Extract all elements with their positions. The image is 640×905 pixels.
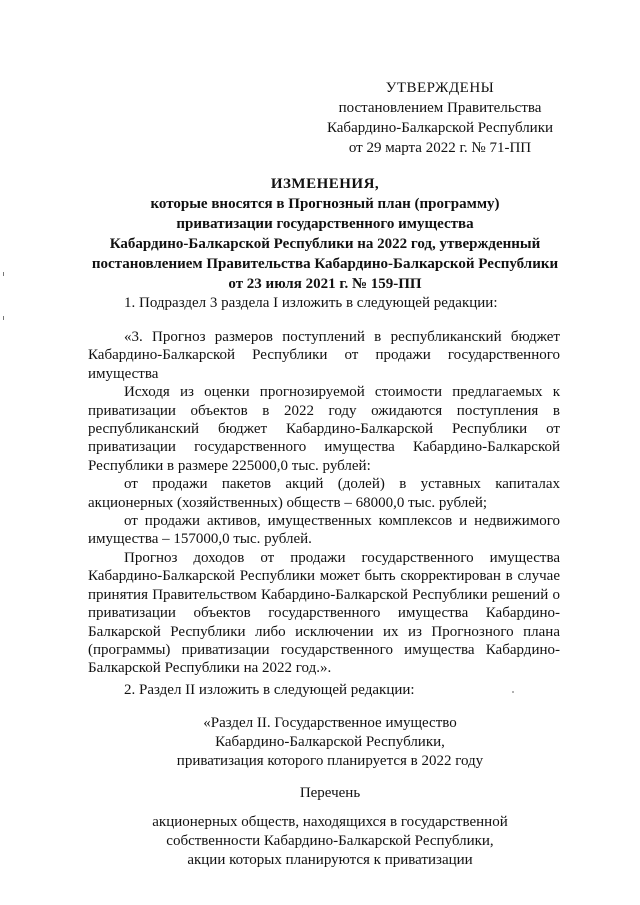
section-2-line: «Раздел II. Государственное имущество (203, 715, 457, 731)
approval-date: от 29 марта 2022 г. № 71-ПП (348, 140, 532, 156)
list-heading (130, 784, 530, 870)
title-line: Кабардино-Балкарской Республики на 2022 год, утвержденный (109, 236, 541, 252)
title-line: постановлением Правительства Кабардино-Балкарской Республики (91, 256, 559, 272)
approval-line: постановлением Правительства (338, 100, 542, 116)
section-2-line: Кабардино-Балкарской Республики, (215, 734, 445, 750)
section-2-line: приватизация которого планируется в 2022 году (176, 753, 484, 769)
quote-paragraph: Исходя из оценки прогнозируемой стоимости предлагаемых к приватизации объектов в 2022 году ожидаются поступления в республиканский бюджет Кабардино-Балкарской Республики от приватизации государственного имущества Кабардино-Балкарской Республики в размере 225000,0 тыс. рублей: (88, 384, 560, 474)
scan-margin-mark (3, 272, 4, 276)
list-subtitle-line: собственности Кабардино-Балкарской Республики, (166, 833, 494, 849)
title-line: которые вносятся в Прогнозный план (программу) (150, 196, 500, 212)
list-subtitle-line: акционерных обществ, находящихся в государственной (152, 814, 508, 830)
approval-line: Кабардино-Балкарской Республики (326, 120, 554, 136)
quote-paragraph: Прогноз доходов от продажи государственного имущества Кабардино-Балкарской Республики может быть скорректирован в случае принятия Правительством Кабардино-Балкарской Республики решений о приватизации объектов государственного имущества Кабардино-Балкарской Республики либо исключении их из Прогнозного плана (программы) приватизации государственного имущества Кабардино-Балкарской Республики на 2022 год.». (88, 549, 560, 677)
section-2-heading (150, 714, 510, 771)
quote-paragraph: от продажи активов, имущественных комплексов и недвижимого имущества – 157000,0 тыс. рублей. (88, 513, 560, 548)
quote-paragraph: «3. Прогноз размеров поступлений в республиканский бюджет Кабардино-Балкарской Республики от продажи государственного имущества (88, 329, 560, 382)
list-subtitle-line: акции которых планируются к приватизации (187, 852, 473, 868)
approval-stamp (320, 78, 560, 158)
list-title: Перечень (299, 785, 361, 801)
quoted-subsection (88, 328, 560, 678)
title-heading: ИЗМЕНЕНИЯ, (270, 176, 380, 192)
document-title (80, 174, 570, 294)
title-line: от 23 июля 2021 г. № 159-ПП (228, 276, 422, 292)
scan-margin-mark (3, 316, 4, 320)
title-line: приватизации государственного имущества (176, 216, 474, 232)
item-1: 1. Подраздел 3 раздела I изложить в следующей редакции: (124, 295, 498, 311)
item-2: 2. Раздел II изложить в следующей редакции: (124, 682, 415, 698)
approval-heading: УТВЕРЖДЕНЫ (385, 80, 495, 96)
quote-paragraph: от продажи пакетов акций (долей) в уставных капиталах акционерных (хозяйственных) обществ – 68000,0 тыс. рублей; (88, 476, 560, 511)
